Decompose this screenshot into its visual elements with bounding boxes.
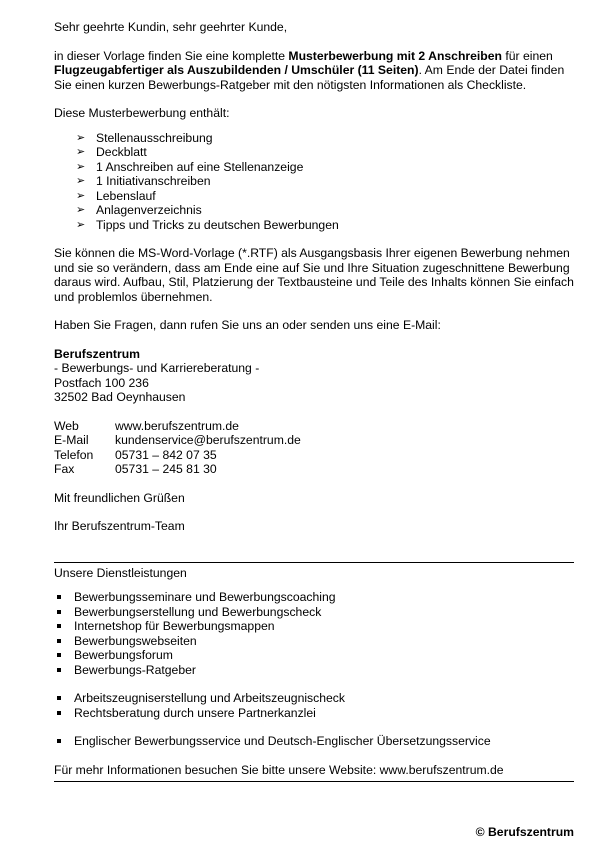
list-item: [76, 131, 574, 146]
arrow-bullet-icon: ➢: [76, 131, 86, 144]
arrow-bullet-icon: ➢: [76, 146, 86, 158]
services-list: [54, 734, 574, 749]
list-item-label: Stellenausschreibung: [96, 130, 213, 145]
list-item: [54, 734, 574, 749]
list-item-label: Tipps und Tricks zu deutschen Bewerbungen: [96, 217, 339, 232]
list-item: [54, 619, 574, 634]
square-bullet-icon: [57, 668, 61, 672]
company-address: [54, 347, 574, 405]
square-bullet-icon: [57, 739, 61, 743]
square-bullet-icon: [57, 711, 61, 715]
list-item-label: 1 Anschreiben auf eine Stellenanzeige: [96, 159, 304, 174]
list-item-label: Arbeitszeugniserstellung und Arbeitszeugnischeck: [74, 691, 345, 705]
arrow-bullet-icon: ➢: [76, 204, 86, 216]
contact-fax: 05731 – 245 81 30: [115, 462, 217, 476]
contact-label: Telefon: [54, 447, 94, 462]
square-bullet-icon: [57, 653, 61, 657]
company-postbox: Postfach 100 236: [54, 375, 149, 390]
table-row: [54, 448, 301, 463]
table-row: [54, 419, 301, 434]
square-bullet-icon: [57, 595, 61, 599]
intro-bold-title: Musterbewerbung mit 2 Anschreiben: [288, 48, 502, 63]
list-item: [76, 218, 574, 233]
list-item: [76, 174, 574, 189]
list-item-label: Bewerbungserstellung und Bewerbungscheck: [74, 604, 322, 619]
list-item: [54, 605, 574, 620]
list-item: [76, 145, 574, 160]
square-bullet-icon: [57, 639, 61, 643]
arrow-bullet-icon: ➢: [76, 189, 86, 202]
list-item-label: Lebenslauf: [96, 188, 156, 203]
list-item: [54, 634, 574, 649]
contact-web-link[interactable]: www.berufszentrum.de: [115, 418, 239, 433]
divider: [54, 562, 574, 563]
copyright-notice: © Berufszentrum: [475, 825, 574, 839]
table-row: [54, 462, 301, 477]
intro-paragraph: [54, 49, 574, 93]
arrow-bullet-icon: ➢: [76, 218, 86, 231]
closing: Mit freundlichen Grüßen: [54, 490, 185, 505]
greeting: Sehr geehrte Kundin, sehr geehrter Kunde,: [54, 20, 288, 34]
intro-text: in dieser Vorlage finden Sie eine komplette: [54, 48, 289, 63]
list-item-label: Internetshop für Bewerbungsmappen: [74, 619, 275, 633]
list-item: [54, 706, 574, 721]
list-item-label: Bewerbungsforum: [74, 648, 173, 662]
arrow-bullet-icon: ➢: [76, 175, 86, 187]
questions-paragraph: Haben Sie Fragen, dann rufen Sie uns an oder senden uns eine E-Mail:: [54, 318, 441, 332]
list-item-label: 1 Initiativanschreiben: [96, 174, 211, 188]
table-row: [54, 433, 301, 448]
square-bullet-icon: [57, 610, 61, 614]
list-item-label: Bewerbungsseminare und Bewerbungscoaching: [74, 590, 336, 604]
letter-page: [54, 20, 574, 782]
services-heading: Unsere Dienstleistungen: [54, 565, 187, 580]
list-item-label: Bewerbungswebseiten: [74, 633, 197, 648]
more-info-text: Für mehr Informationen besuchen Sie bitte unsere Website: www.berufszentrum.de: [54, 762, 504, 777]
arrow-bullet-icon: ➢: [76, 160, 86, 173]
list-item-label: Anlagenverzeichnis: [96, 203, 202, 217]
services-list: [54, 691, 574, 720]
contact-label: Fax: [54, 462, 75, 476]
company-name: Berufszentrum: [54, 346, 141, 361]
list-item-label: Bewerbungs-Ratgeber: [74, 662, 196, 677]
contents-heading: Diese Musterbewerbung enthält:: [54, 106, 230, 120]
list-item: [54, 691, 574, 706]
company-tagline: - Bewerbungs- und Karriereberatung -: [54, 361, 260, 375]
list-item: [76, 203, 574, 218]
contact-email-link[interactable]: kundenservice@berufszentrum.de: [115, 433, 301, 447]
list-item-label: Rechtsberatung durch unsere Partnerkanzlei: [74, 705, 316, 720]
signature: Ihr Berufszentrum-Team: [54, 519, 185, 533]
intro-text: für einen: [501, 48, 553, 63]
contact-label: E-Mail: [54, 433, 89, 447]
list-item: [54, 590, 574, 605]
list-item-label: Englischer Bewerbungsservice und Deutsch-Englischer Übersetzungsservice: [74, 734, 491, 748]
contact-label: Web: [54, 418, 79, 433]
services-list: [54, 590, 574, 677]
contact-table: [54, 419, 301, 477]
intro-bold-job: Flugzeugabfertiger als Auszubildenden / Umschüler (11 Seiten): [54, 63, 419, 77]
contents-list: [54, 131, 574, 233]
list-item: [54, 663, 574, 678]
contact-phone: 05731 – 842 07 35: [115, 447, 217, 462]
divider: [54, 781, 574, 782]
list-item: [76, 160, 574, 175]
square-bullet-icon: [57, 624, 61, 628]
usage-paragraph: Sie können die MS-Word-Vorlage (*.RTF) als Ausgangsbasis Ihrer eigenen Bewerbung nehmen und sie so verändern, dass am Ende eine auf Sie und Ihre Situation zugeschnittene Bewerbung daraus wird. Aufbau, Stil, Platzierung der Textbausteine und Teile des Inhalts können Sie einfach und problemlos übernehmen.: [54, 246, 574, 304]
list-item: [76, 189, 574, 204]
square-bullet-icon: [57, 696, 61, 700]
list-item: [54, 648, 574, 663]
company-city: 32502 Bad Oeynhausen: [54, 390, 186, 404]
intro-text: . Am Ende der Datei finden Sie einen kurzen Bewerbungs-Ratgeber mit den nötigsten Informationen als Checkliste.: [54, 63, 565, 92]
list-item-label: Deckblatt: [96, 145, 147, 159]
